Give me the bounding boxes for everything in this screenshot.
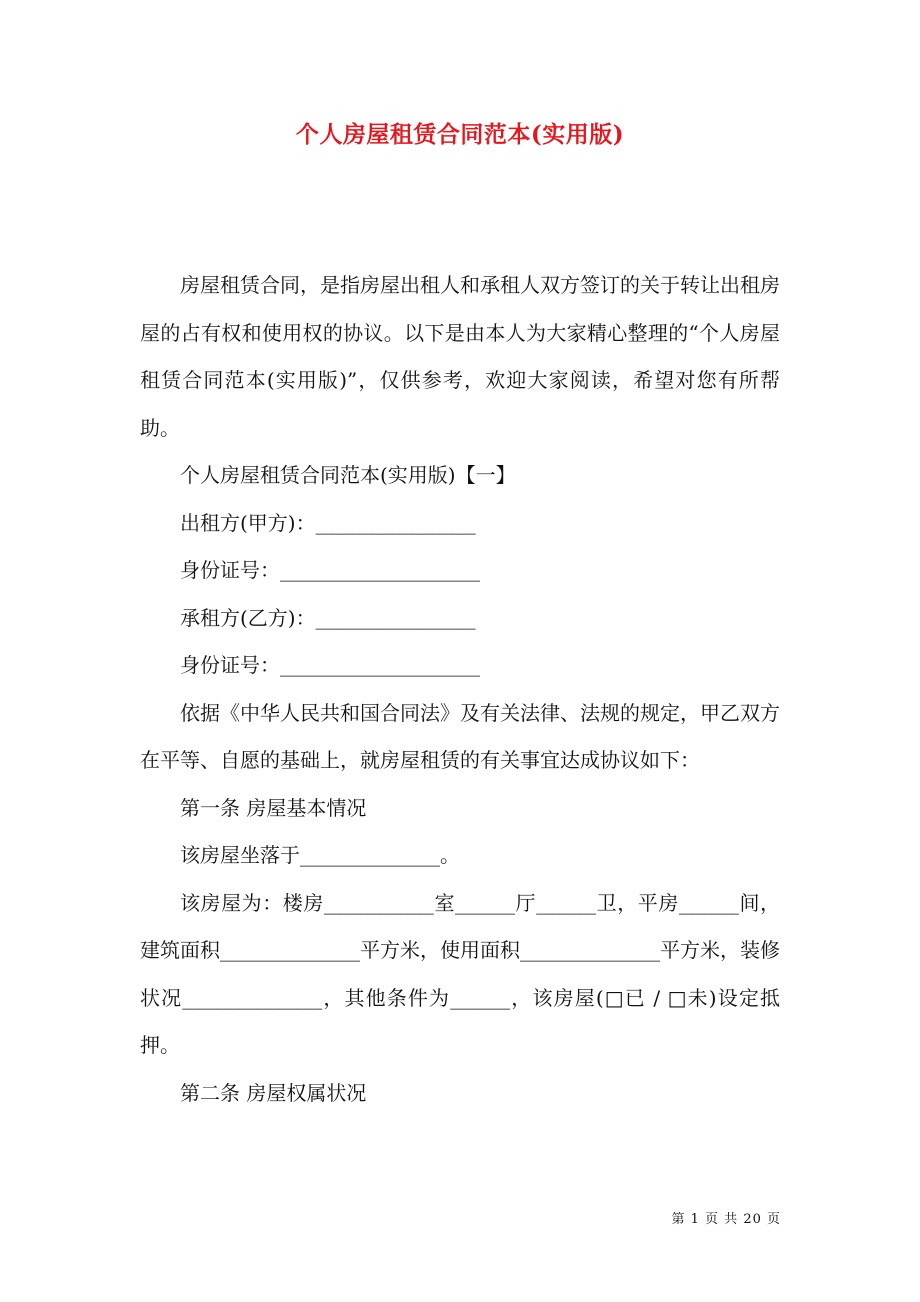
page-number-footer: 第 1 页 共 20 页: [671, 1212, 781, 1227]
lessee-field: 承租方(乙方)：________________: [180, 605, 476, 630]
document-title: 个人房屋租赁合同范本(实用版): [295, 121, 625, 148]
lessor-id-field: 身份证号：____________________: [180, 558, 480, 582]
intro-paragraph: 房屋租赁合同，是指房屋出租人和承租人双方签订的关于转让出租房屋的占有权和使用权的协议。以下是由本人为大家精心整理的“个人房屋租赁合同范本(实用版)”，仅供参考，欢迎大家阅读，希望对您有所帮助。: [140, 273, 780, 440]
house-details-paragraph: 该房屋为：楼房___________室______厅______卫，平房______间，建筑面积______________平方米，使用面积______________平方米，装修状况______________，其他条件为______，该房屋(□已 / □未)设定抵押。: [140, 890, 780, 1057]
legal-basis-paragraph: 依据《中华人民共和国合同法》及有关法律、法规的规定，甲乙双方在平等、自愿的基础上，就房屋租赁的有关事宜达成协议如下：: [140, 700, 780, 772]
lessor-field: 出租方(甲方)：________________: [180, 510, 476, 535]
lessee-id-field: 身份证号：____________________: [180, 653, 480, 677]
document-body: [140, 262, 780, 1117]
location-paragraph: 该房屋坐落于______________。: [180, 843, 460, 867]
contract-heading: 个人房屋租赁合同范本(实用版)【一】: [180, 463, 516, 487]
article-2-heading: 第二条 房屋权属状况: [180, 1080, 367, 1105]
article-1-heading: 第一条 房屋基本情况: [180, 795, 367, 820]
